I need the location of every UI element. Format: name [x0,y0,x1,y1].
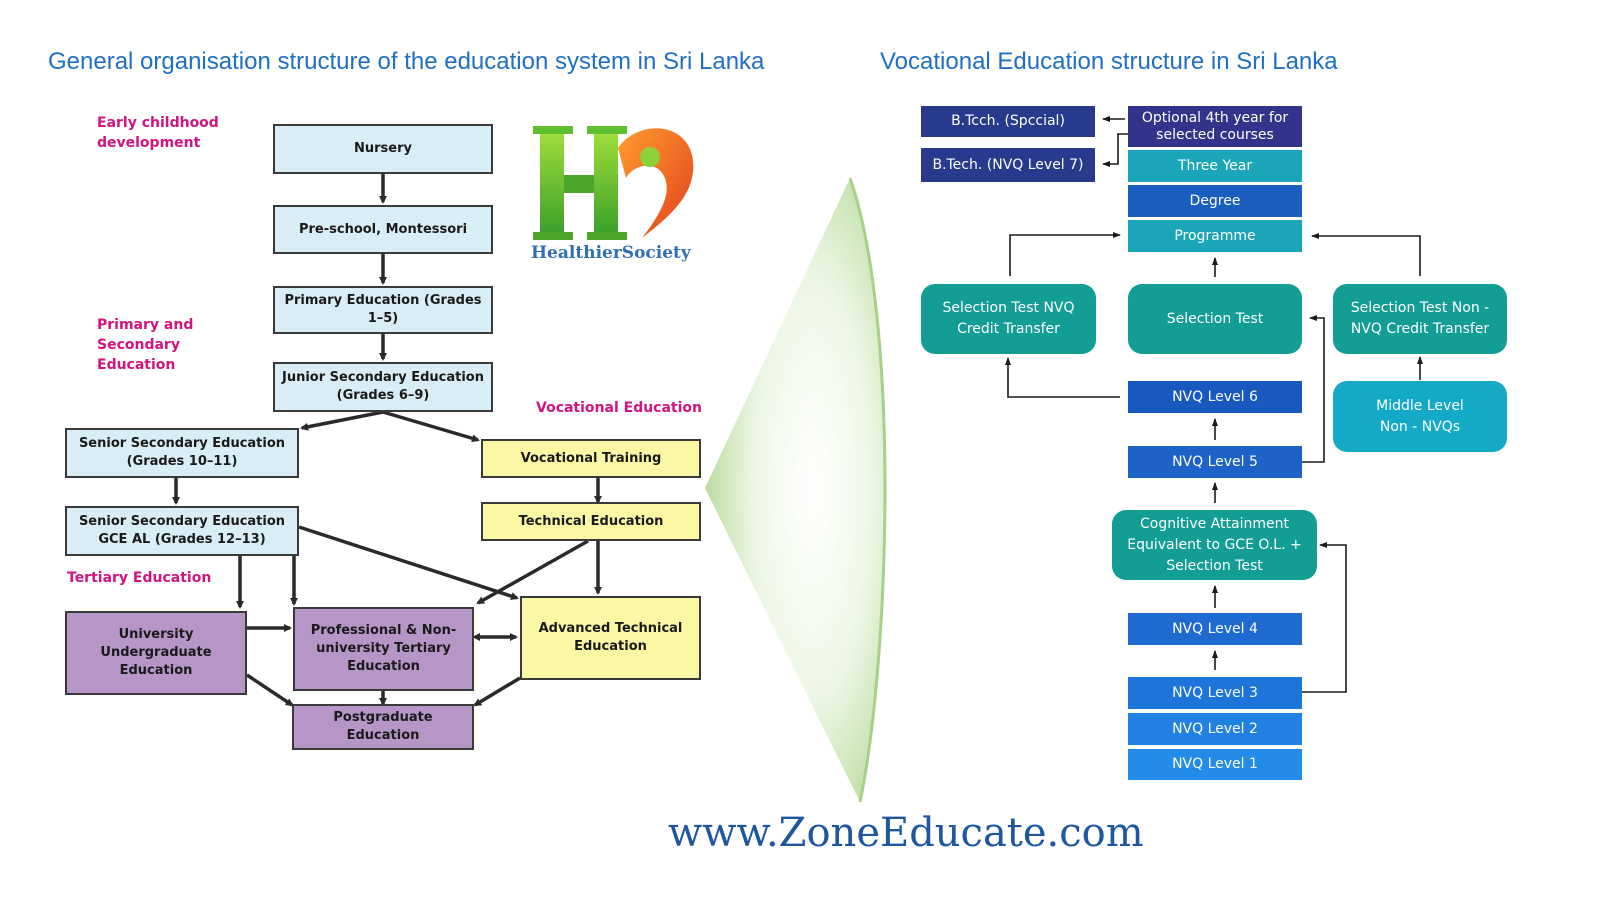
box-preschool: Pre-school, Montessori [273,205,493,254]
box-nvq-level-2: NVQ Level 2 [1128,713,1302,745]
divider-cone [700,170,920,810]
label-primary-secondary: Primary and Secondary Education [97,317,194,373]
box-selection-test: Selection Test [1128,284,1302,354]
box-senior-secondary-12-13: Senior Secondary Education GCE AL (Grades 12–13) [65,506,299,556]
box-nvq-level-4: NVQ Level 4 [1128,613,1302,645]
box-selection-test-nvq-credit: Selection Test NVQ Credit Transfer [921,284,1096,354]
label-tertiary: Tertiary Education [67,570,212,586]
hs-logo-icon [530,120,700,250]
label-early-childhood: Early childhood development [97,115,219,151]
box-three-year: Three Year [1128,150,1302,182]
right-diagram-title: Vocational Education structure in Sri Lanka [880,48,1338,75]
watermark-url: www.ZoneEducate.com [668,810,1144,856]
box-nvq-level-5: NVQ Level 5 [1128,446,1302,478]
box-selection-test-non-nvq: Selection Test Non - NVQ Credit Transfer [1333,284,1507,354]
box-btech-special: B.Tcch. (Spccial) [921,106,1095,137]
box-vocational-training: Vocational Training [481,439,701,478]
box-programme: Programme [1128,220,1302,252]
box-middle-level-non-nvq: Middle Level Non - NVQs [1333,381,1507,452]
box-nvq-level-6: NVQ Level 6 [1128,381,1302,413]
box-postgraduate: Postgraduate Education [292,704,474,750]
box-senior-secondary-10-11: Senior Secondary Education (Grades 10–11) [65,428,299,478]
label-vocational: Vocational Education [536,400,703,416]
box-degree: Degree [1128,185,1302,217]
box-technical-education: Technical Education [481,502,701,541]
box-btech-nvq7: B.Tech. (NVQ Level 7) [921,148,1095,182]
box-optional-4th-year: Optional 4th year for selected courses [1128,106,1302,147]
logo-text: HealthierSociety [531,243,691,263]
box-nvq-level-1: NVQ Level 1 [1128,749,1302,780]
box-professional-tertiary: Professional & Non-university Tertiary Education [293,607,474,691]
box-nvq-level-3: NVQ Level 3 [1128,677,1302,709]
left-diagram-title: General organisation structure of the education system in Sri Lanka [48,48,765,75]
box-cognitive-attainment: Cognitive Attainment Equivalent to GCE O.L. + Selection Test [1112,510,1317,580]
box-university-undergraduate: University Undergraduate Education [65,611,247,695]
box-junior-secondary: Junior Secondary Education (Grades 6–9) [273,362,493,412]
box-advanced-technical: Advanced Technical Education [520,596,701,680]
box-nursery: Nursery [273,124,493,174]
box-primary-education: Primary Education (Grades 1–5) [273,286,493,334]
